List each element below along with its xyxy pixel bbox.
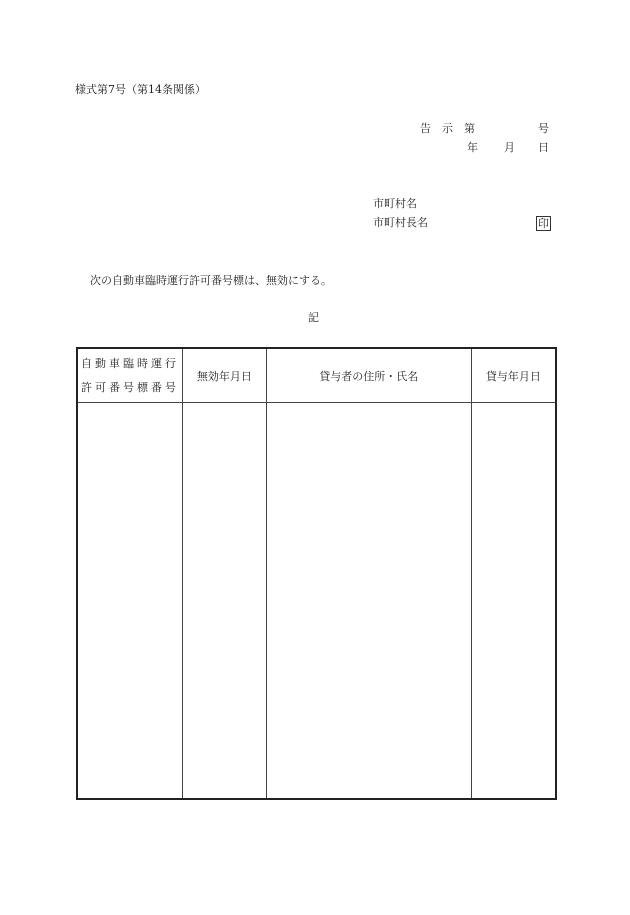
header-invalid-date: 無効年月日 [183, 348, 267, 403]
cell-lender[interactable] [266, 403, 471, 800]
mayor-name-label: 市町村長名 [373, 216, 428, 229]
seal-icon: 印 [538, 217, 549, 230]
header-lender: 貸与者の住所・氏名 [266, 348, 471, 403]
municipality-name-label: 市町村名 [373, 197, 417, 210]
cell-lend-date[interactable] [471, 403, 556, 800]
date-month: 月 [504, 141, 515, 154]
seal-mark [536, 216, 551, 231]
ki-heading: 記 [308, 311, 319, 324]
cell-invalid-date[interactable] [183, 403, 267, 800]
notice-number-suffix: 号 [538, 122, 549, 135]
date-day: 日 [538, 141, 549, 154]
header-plate-number-line2: 許可番号標番号 [81, 380, 180, 394]
date-year: 年 [467, 141, 478, 154]
header-lend-date: 貸与年月日 [471, 348, 556, 403]
header-plate-number-line1: 自動車臨時運行 [81, 356, 180, 370]
table-row [77, 403, 556, 800]
cell-plate-number[interactable] [77, 403, 183, 800]
invalidation-table [76, 347, 557, 800]
form-title: 様式第7号（第14条関係） [75, 83, 206, 96]
table-header-row [77, 348, 556, 403]
header-plate-number [77, 348, 183, 403]
body-text: 次の自動車臨時運行許可番号標は、無効にする。 [90, 274, 332, 287]
notice-number-prefix: 告 示 第 [420, 122, 475, 135]
